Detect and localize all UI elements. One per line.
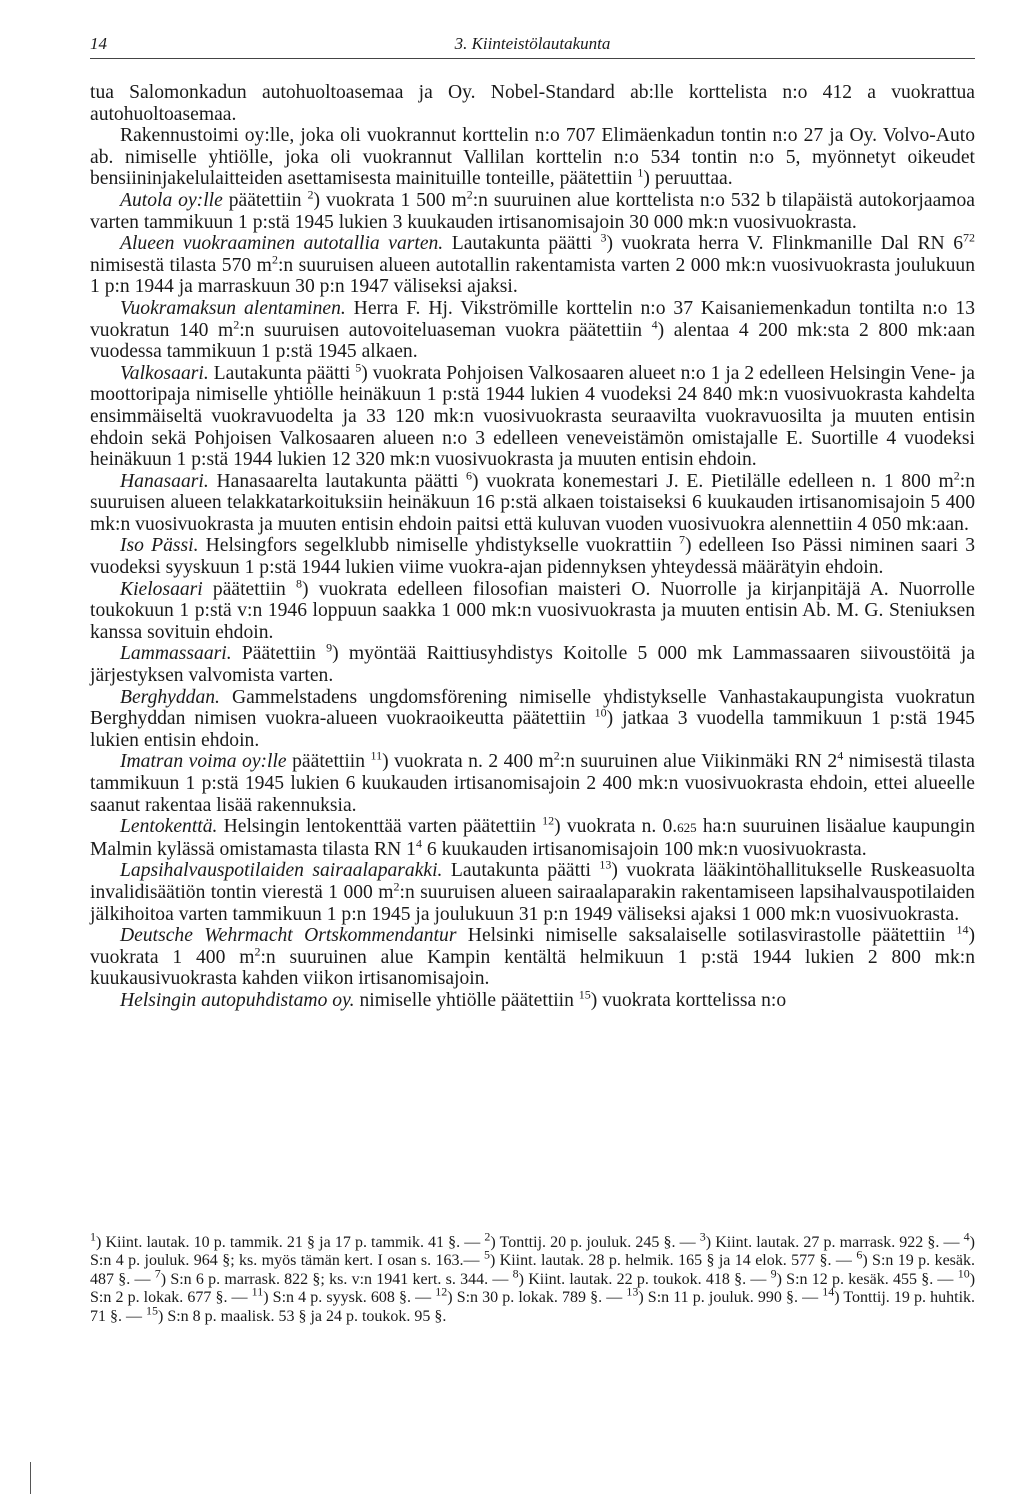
superscript: 7 xyxy=(154,1266,161,1281)
text-run: nimisestä tilasta 570 m xyxy=(90,254,272,276)
paragraph-heading: Vuokramaksun alentaminen. xyxy=(120,297,346,319)
superscript: 3 xyxy=(699,1229,706,1244)
paragraph-heading: Lentokenttä. xyxy=(120,816,218,838)
text-run: ) Kiint. lautak. 10 p. tammik. 21 § ja 17 p. tammik. 41 §. — xyxy=(96,1234,485,1251)
text-run: ) S:n 11 p. jouluk. 990 §. — xyxy=(638,1289,823,1307)
superscript: 12 xyxy=(435,1284,448,1299)
text-run: ) Tonttij. 20 p. jouluk. 245 §. — xyxy=(490,1234,700,1251)
superscript: 9 xyxy=(770,1266,777,1281)
text-run: nimiselle yhtiölle päätettiin xyxy=(354,989,579,1011)
text-run: Lautakunta päätti xyxy=(208,362,356,384)
superscript: 15 xyxy=(146,1303,158,1318)
paragraph-heading: Deutsche Wehrmacht Ortskommendantur xyxy=(120,925,457,947)
text-run: ) Kiint. lautak. 22 p. toukok. 418 §. — xyxy=(518,1270,771,1288)
text-run: ) S:n 4 p. jouluk. 964 §; ks. myös tämän kert. I osan s. 163.— xyxy=(90,1234,975,1270)
superscript: 9 xyxy=(326,640,333,655)
text-run: 6 kuukauden irtisanomisajoin 100 mk:n vuosivuokrasta. xyxy=(421,838,867,860)
text-run: ) Tonttij. 19 p. huhtik. 71 §. — xyxy=(90,1289,976,1325)
text-run: ) alentaa 4 200 mk:sta 2 800 mk:aan vuodessa tammikuun 1 p:stä 1945 alkaen. xyxy=(90,319,975,363)
paragraph-heading: Hanasaari. xyxy=(120,470,209,492)
text-run: ) vuokrata 1 400 m xyxy=(90,925,975,968)
text-run: :n suuruinen alue korttelista n:o 532 b tilapäistä autokorjaamoa varten tammikuun 1 p:stä 1945 lukien 3 kuukauden irtisanomisajoin 30 000 mk:n vuosivuokrasta. xyxy=(90,189,975,233)
superscript: 10 xyxy=(594,705,607,720)
superscript: 1 xyxy=(637,165,644,180)
superscript: 10 xyxy=(957,1266,970,1281)
superscript: 13 xyxy=(599,857,612,872)
text-run: ) S:n 30 p. lokak. 789 §. — xyxy=(447,1289,627,1307)
text-run: ) S:n 6 p. marrask. 822 §; ks. v:n 1941 kert. s. 344. — xyxy=(160,1270,513,1288)
page-number: 14 xyxy=(90,34,107,53)
superscript: 2 xyxy=(307,187,314,202)
text-run: ) peruuttaa. xyxy=(643,168,733,190)
superscript: 72 xyxy=(963,230,976,245)
superscript: 5 xyxy=(483,1248,490,1263)
superscript: 2 xyxy=(484,1229,491,1244)
superscript: 14 xyxy=(956,922,969,937)
paragraph xyxy=(90,857,975,925)
paragraph-heading: Kielosaari xyxy=(120,578,203,600)
superscript: 8 xyxy=(296,576,302,591)
paragraph-heading: Lapsihalvauspotilaiden sairaalaparakki. xyxy=(120,860,443,882)
paragraph xyxy=(90,532,975,579)
text-run: :n suuruisen alueen autotallin rakentamista varten 2 000 mk:n vuosivuokrasta joulukuun 1 p:n 1944 ja marraskuun 30 p:n 1947 väliseksi ajaksi. xyxy=(90,254,975,298)
footnote-text xyxy=(90,1229,976,1326)
text-run: ) S:n 2 p. lokak. 677 §. — xyxy=(90,1270,976,1307)
text-run: ) vuokrata n. 0. xyxy=(554,816,678,838)
superscript: 3 xyxy=(600,230,607,245)
superscript: 8 xyxy=(512,1266,519,1281)
superscript: 11 xyxy=(370,748,383,763)
superscript: 2 xyxy=(393,879,400,894)
text-run: ) vuokrata 1 500 m xyxy=(313,189,467,211)
paragraph xyxy=(90,687,975,752)
paragraph xyxy=(90,576,975,644)
text-run: ) vuokrata konemestari J. E. Pietilälle edelleen n. 1 800 m xyxy=(472,470,954,492)
paragraph xyxy=(90,82,975,125)
text-run: ) S:n 12 p. kesäk. 455 §. — xyxy=(776,1270,958,1288)
text-run: ) edelleen Iso Pässi niminen saari 3 vuodeksi syyskuun 1 p:stä 1944 lukien viime vuokra-ajan pidennyksen yhteydessä määrätyin ehdoin. xyxy=(90,535,975,579)
text-run: Päätettiin xyxy=(231,643,327,665)
text-run: päätettiin xyxy=(222,189,308,211)
superscript: 13 xyxy=(626,1284,639,1299)
superscript: 14 xyxy=(822,1284,835,1299)
text-run: Hanasaarelta lautakunta päätti xyxy=(208,470,467,492)
paragraph xyxy=(90,640,975,687)
text-run: Lautakunta päätti xyxy=(443,233,601,255)
paragraph xyxy=(90,468,975,536)
text-run: ) Kiint. lautak. 27 p. marrask. 922 §. — xyxy=(705,1234,964,1251)
paragraph xyxy=(90,922,975,990)
text-run: ) vuokrata korttelissa n:o xyxy=(590,989,787,1011)
text-run: ) vuokrata herra V. Flinkmanille Dal RN 6 xyxy=(606,233,964,255)
text-run: ha:n suuruinen lisäalue kaupungin Malmin kylässä omistamasta tilasta RN 1 xyxy=(90,816,975,860)
text-run: :n suuruinen alue Kampin kentältä helmikuun 1 p:stä 1944 lukien 2 800 mk:n kuukausivuokrasta kahden viikon irtisanomisajoin. xyxy=(90,946,975,990)
superscript: 6 xyxy=(856,1248,863,1263)
superscript: 2 xyxy=(466,187,473,202)
paragraph xyxy=(90,298,975,363)
paragraph xyxy=(90,125,975,190)
paragraph xyxy=(90,360,975,471)
paragraph xyxy=(90,230,976,298)
superscript: 4 xyxy=(963,1229,970,1244)
text-run: :n suuruisen alueen telakkatarkoituksiin heinäkuun 16 p:stä alkaen toistaiseksi 6 kuukauden irtisanomisajoin 5 400 mk:n vuosivuokrasta ja muuten entisin ehdoin paitsi että kuluvan vuoden vuosivuokra alennettiin 4 050 mk:aan. xyxy=(90,470,975,535)
superscript: 4 xyxy=(837,748,844,763)
superscript: 11 xyxy=(251,1284,264,1299)
text-run: ) vuokrata n. 2 400 m xyxy=(382,751,554,773)
superscript: 2 xyxy=(254,944,261,959)
paragraph xyxy=(90,187,975,233)
paragraph-heading: Valkosaari. xyxy=(120,362,209,384)
text-run: Gammelstadens ungdomsförening nimiselle yhdistykselle Vanhastakaupungista vuokratun Berghyddan nimisen vuokra-alueen vuokraoikeutta päätettiin xyxy=(90,686,975,730)
text-run: :n suuruisen alueen sairaalaparakin rakentamiseen lapsihalvauspotilaiden jälkihoitoa varten tammikuun 1 p:n 1945 ja joulukuun 31 p:n 1949 väliseksi ajaksi 1 000 mk:n vuosivuokrasta. xyxy=(90,881,975,925)
text-run: ) jatkaa 3 vuodella tammikuun 1 p:stä 1945 lukien entisin ehdoin. xyxy=(90,708,975,751)
text-run: Helsingfors segelklubb nimiselle yhdistykselle vuokrattiin xyxy=(198,535,679,557)
paragraph-heading: Imatran voima oy:lle xyxy=(120,751,287,773)
text-run: päätettiin xyxy=(286,751,371,773)
superscript: 2 xyxy=(553,748,560,763)
paragraph xyxy=(90,987,975,1012)
text-run: nimisestä tilasta tammikuun 1 p:stä 1945 lukien 6 kuukauden irtisanomisajoin 2 400 mk:n vuosivuokrasta ehdoin, ettei alueelle saanut rakentaa lisää rakennuksia. xyxy=(90,751,975,816)
paragraph-heading: Iso Pässi. xyxy=(120,535,199,557)
text-run: ) Kiint. lautak. 28 p. helmik. 165 § ja 14 elok. 577 §. — xyxy=(489,1252,857,1270)
small-numeral: 625 xyxy=(677,820,697,836)
superscript: 7 xyxy=(678,532,685,547)
paragraph xyxy=(90,748,975,816)
text-run: Rakennustoimi oy:lle, joka oli vuokrannut korttelin n:o 707 Elimäenkadun tontin n:o 27 ja Oy. Volvo-Auto ab. nimiselle yhtiölle, joka oli vuokrannut Vallilan korttelin n:o 534 tontin n:o 5, myönnetyt oikeudet bensiininjakelulaitteiden asettamisesta mainituille tonteille, päätettiin xyxy=(90,125,975,190)
text-run: Helsingin lentokenttää varten päätettiin xyxy=(217,816,543,838)
paragraph-heading: Autola oy:lle xyxy=(120,189,223,211)
superscript: 2 xyxy=(953,468,960,483)
text-run: Herra F. Hj. Vikströmille korttelin n:o 37 Kaisaniemenkadun tontilta n:o 13 vuokratun 140 m xyxy=(90,297,975,341)
text-run: ) S:n 4 p. syysk. 608 §. — xyxy=(263,1289,436,1307)
paragraph-heading: Helsingin autopuhdistamo oy. xyxy=(120,989,355,1011)
superscript: 15 xyxy=(578,987,591,1002)
superscript: 6 xyxy=(466,468,473,483)
superscript: 2 xyxy=(233,317,240,331)
text-run: ) S:n 19 p. kesäk. 487 §. — xyxy=(90,1252,976,1288)
text-run: :n suuruinen alue Viikinmäki RN 2 xyxy=(559,751,838,773)
paragraph xyxy=(90,813,975,860)
text-run: ) myöntää Raittiusyhdistys Koitolle 5 000 mk Lammassaaren siivoustöitä ja järjestyksen valvomista varten. xyxy=(90,643,975,687)
text-run: ) vuokrata edelleen filosofian maisteri O. Nuorrolle ja kirjanpitäjä A. Nuorrolle toukokuun 1 p:stä v:n 1946 loppuun saakka 1 000 mk:n vuosivuokrasta ja muuten entisin Ab. M. G. Steniuksen kanssa sovituin ehdoin. xyxy=(90,578,975,643)
text-run: ) S:n 8 p. maalisk. 53 § ja 24 p. toukok. 95 §. xyxy=(158,1307,447,1325)
paragraph-heading: Lammassaari. xyxy=(120,643,232,665)
paragraph-heading: Alueen vuokraaminen autotallia varten. xyxy=(120,233,444,255)
text-run: tua Salomonkadun autohuoltoasemaa ja Oy. Nobel-Standard ab:lle korttelista n:o 412 a vuokrattua autohuoltoasemaa. xyxy=(90,82,975,125)
superscript: 1 xyxy=(90,1229,96,1244)
text-run: päätettiin xyxy=(202,578,296,600)
page-header xyxy=(90,30,975,59)
text-run: :n suuruisen autovoiteluaseman vuokra päätettiin xyxy=(239,319,652,341)
paragraph-heading: Berghyddan. xyxy=(120,686,220,708)
text-run: ) vuokrata lääkintöhallitukselle Ruskeasuolta invalidisäätiön tontin vierestä 1 000 m xyxy=(90,860,975,903)
text-run: ) vuokrata Pohjoisen Valkosaaren alueet n:o 1 ja 2 edelleen Helsingin Vene- ja moottoripaja nimiselle yhtiölle heinäkuun 1 p:stä 1944 lukien 4 vuodeksi 24 840 mk:n vuosivuokrasta kahdelta ensimmäiseltä vuokravuodelta ja 33 120 mk:n vuosivuokrasta seuraavilta vuokravuosilta ja muuten entisin ehdoin sekä Pohjoisen Valkosaaren alueen n:o 3 edelleen veneveistämön omistajalle E. Suortille 4 vuodeksi heinäkuun 1 p:stä 1944 lukien 12 320 mk:n vuosivuokrasta ja muuten entisin ehdoin. xyxy=(90,362,975,471)
text-run: Lautakunta päätti xyxy=(442,860,600,882)
superscript: 5 xyxy=(355,360,362,375)
margin-mark xyxy=(30,1462,31,1494)
running-head: 3. Kiinteistölautakunta xyxy=(454,34,611,53)
superscript: 2 xyxy=(271,252,278,267)
body-text xyxy=(90,82,975,1012)
footnotes xyxy=(90,1229,976,1326)
superscript: 4 xyxy=(415,836,422,851)
text-run: Helsinki nimiselle saksalaiselle sotilasvirastolle päätettiin xyxy=(456,925,957,947)
superscript: 4 xyxy=(651,317,658,331)
superscript: 12 xyxy=(542,813,555,828)
